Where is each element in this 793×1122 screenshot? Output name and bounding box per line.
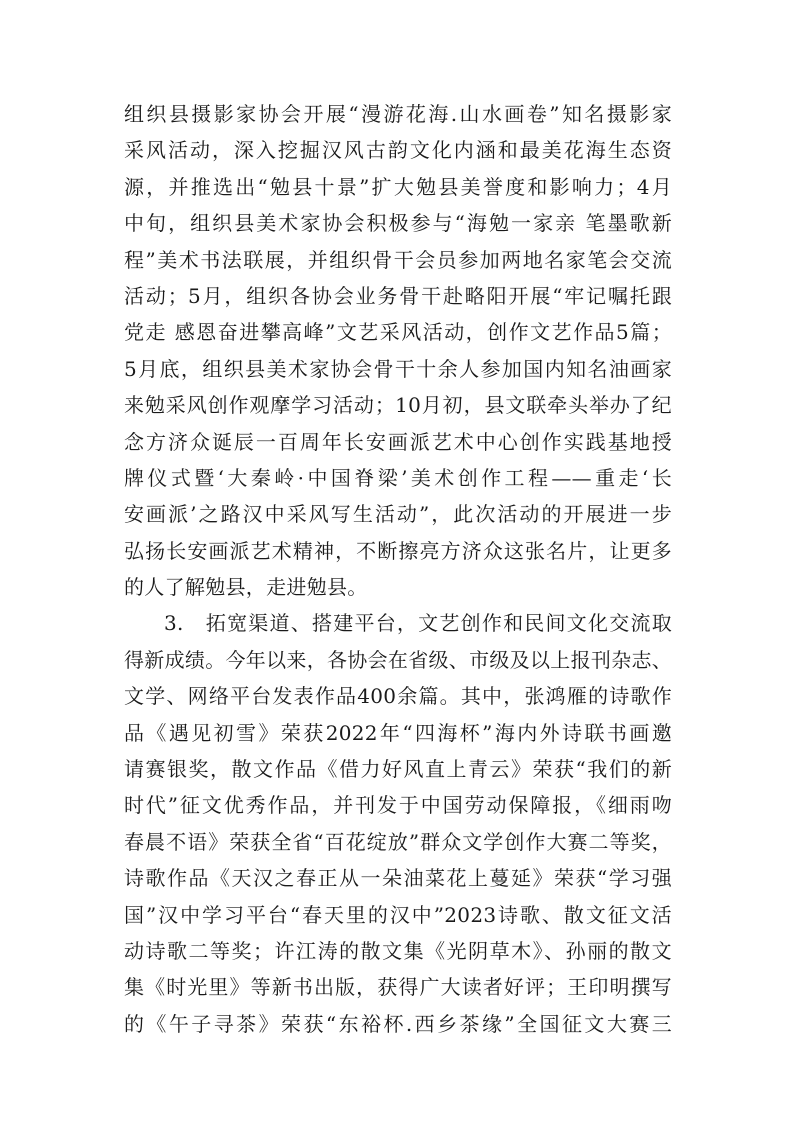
text-line: 来勉采风创作观摩学习活动；10月初，县文联牵头举办了纪 [124,393,672,418]
text-line: 国”汉中学习平台“春天里的汉中”2023诗歌、散文征文活 [124,902,672,927]
text-line: 时代”征文优秀作品，并刊发于中国劳动保障报，《细雨吻 [124,793,672,818]
text-line: 弘扬长安画派艺术精神，不断擦亮方济众这张名片，让更多 [124,538,672,563]
text-line: 党走 感恩奋进攀高峰”文艺采风活动，创作文艺作品5篇； [124,320,672,345]
text-line: 品《遇见初雪》荣获2022年“四海杯”海内外诗联书画邀 [124,720,672,745]
body-text [124,96,672,1042]
paragraph-2 [124,605,672,1042]
text-line: 牌仪式暨‘大秦岭·中国脊梁’美术创作工程——重走‘长 [124,465,672,490]
text-line: 采风活动，深入挖掘汉风古韵文化内涵和最美花海生态资 [124,138,672,163]
text-line: 得新成绩。今年以来，各协会在省级、市级及以上报刊杂志、 [124,647,673,672]
text-line: 文学、网络平台发表作品400余篇。其中，张鸿雁的诗歌作 [124,684,672,709]
text-line: 3. 拓宽渠道、搭建平台，文艺创作和民间文化交流取 [164,611,672,636]
text-line: 活动；5月，组织各协会业务骨干赴略阳开展“牢记嘱托跟 [124,283,672,308]
text-line: 5月底，组织县美术家协会骨干十余人参加国内知名油画家 [124,356,672,381]
text-line: 集《时光里》等新书出版，获得广大读者好评；王印明撰写 [124,975,672,1000]
text-line: 安画派’之路汉中采风写生活动”，此次活动的开展进一步 [124,502,672,527]
text-line: 的《午子寻茶》荣获“东裕杯.西乡茶缘”全国征文大赛三 [124,1011,672,1036]
text-line: 中旬，组织县美术家协会积极参与“海勉一家亲 笔墨歌新 [124,211,672,236]
text-line: 念方济众诞辰一百周年长安画派艺术中心创作实践基地授 [124,429,672,454]
text-line: 春晨不语》荣获全省“百花绽放”群众文学创作大赛二等奖， [124,829,672,854]
text-line: 的人了解勉县，走进勉县。 [124,575,368,600]
text-line: 诗歌作品《天汉之春正从一朵油菜花上蔓延》荣获“学习强 [124,866,672,891]
text-line: 请赛银奖，散文作品《借力好风直上青云》荣获“我们的新 [124,757,672,782]
text-line: 源，并推选出“勉县十景”扩大勉县美誉度和影响力；4月 [124,174,672,199]
text-line: 程”美术书法联展，并组织骨干会员参加两地名家笔会交流 [124,247,672,272]
paragraph-1 [124,96,672,605]
text-line: 组织县摄影家协会开展“漫游花海.山水画卷”知名摄影家 [124,102,672,126]
text-line: 动诗歌二等奖；许江涛的散文集《光阴草木》、孙丽的散文 [124,938,672,963]
